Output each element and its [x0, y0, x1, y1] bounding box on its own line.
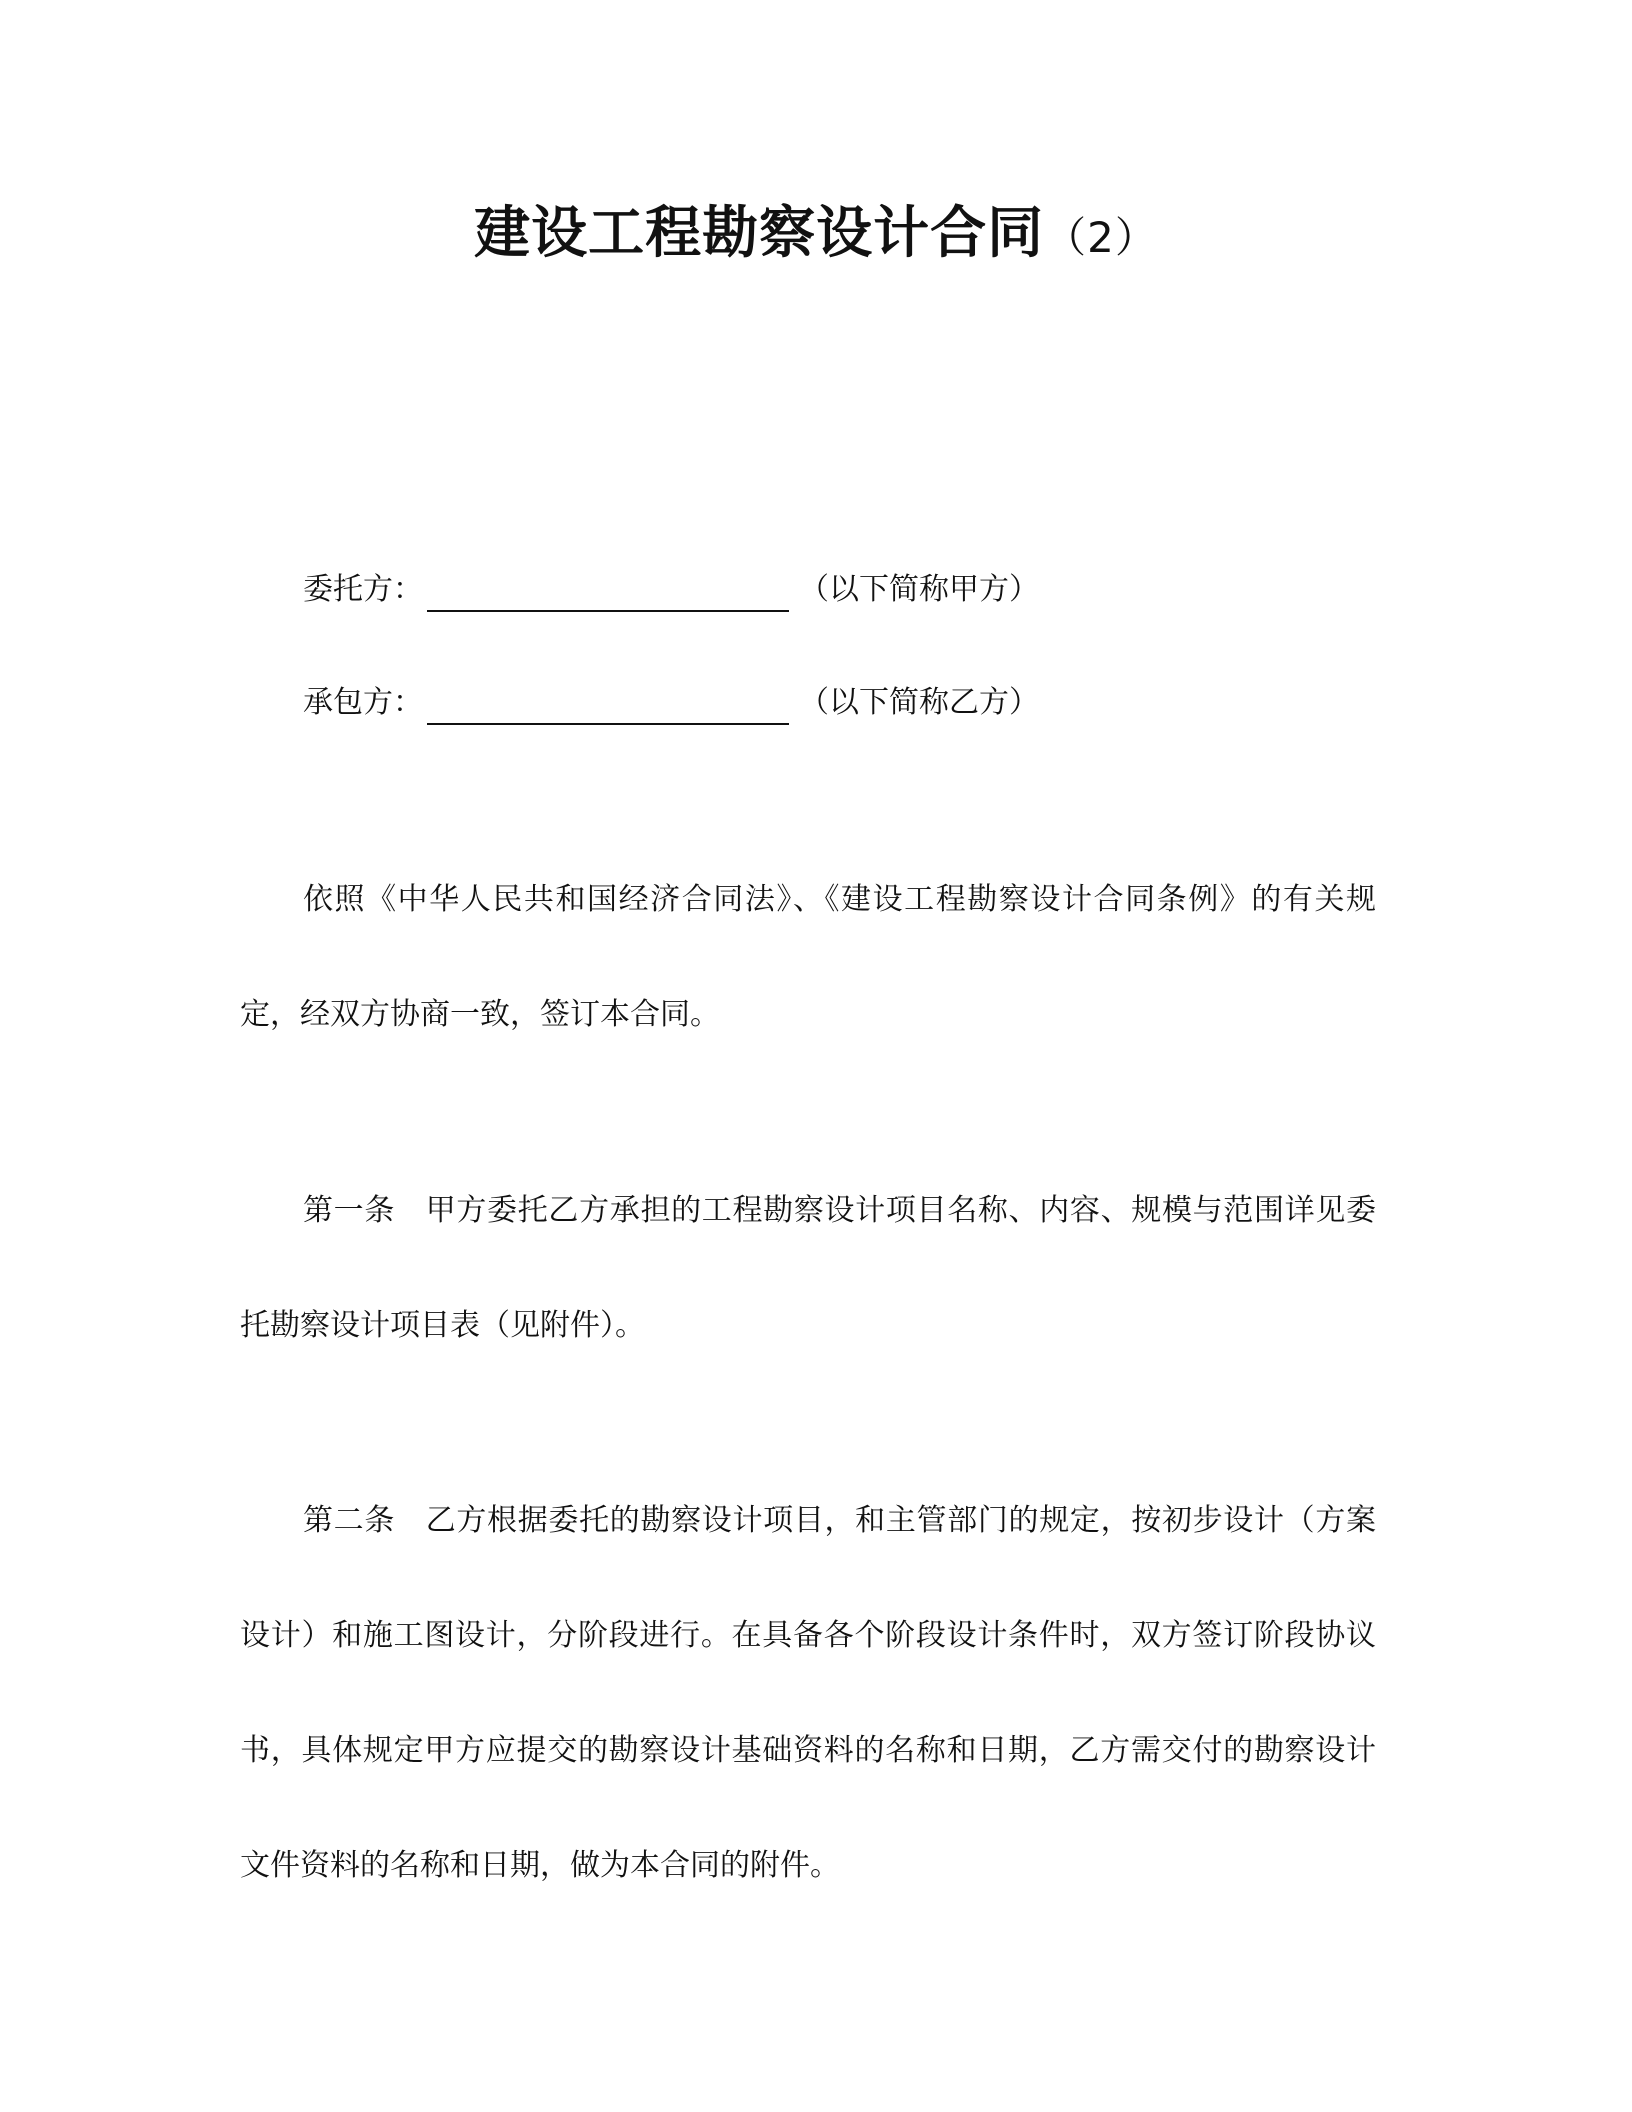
- title-suffix: （2）: [1044, 213, 1158, 262]
- client-suffix: （以下简称甲方）: [799, 572, 1039, 607]
- paragraph-article-1: 第一条 甲方委托乙方承担的工程勘察设计项目名称、内容、规模与范围详见委托勘察设计项目表（见附件）。: [240, 1193, 1376, 1343]
- client-line: [303, 568, 1039, 612]
- page-title: [0, 192, 1632, 280]
- paragraph-article-2: 第二条 乙方根据委托的勘察设计项目，和主管部门的规定，按初步设计（方案设计）和施工图设计，分阶段进行。在具备各个阶段设计条件时，双方签订阶段协议书，具体规定甲方应提交的勘察设计基础资料的名称和日期，乙方需交付的勘察设计文件资料的名称和日期，做为本合同的附件。: [240, 1503, 1376, 1883]
- contractor-label: 承包方：: [303, 685, 423, 720]
- contractor-suffix: （以下简称乙方）: [799, 685, 1039, 720]
- client-label: 委托方：: [303, 572, 423, 607]
- title-text: 建设工程勘察设计合同: [474, 201, 1045, 266]
- contractor-blank-field[interactable]: [427, 685, 789, 725]
- contractor-line: [303, 681, 1039, 725]
- paragraph-preamble: 依照《中华人民共和国经济合同法》、《建设工程勘察设计合同条例》的有关规定，经双方协商一致，签订本合同。: [240, 882, 1376, 1032]
- client-blank-field[interactable]: [427, 572, 789, 612]
